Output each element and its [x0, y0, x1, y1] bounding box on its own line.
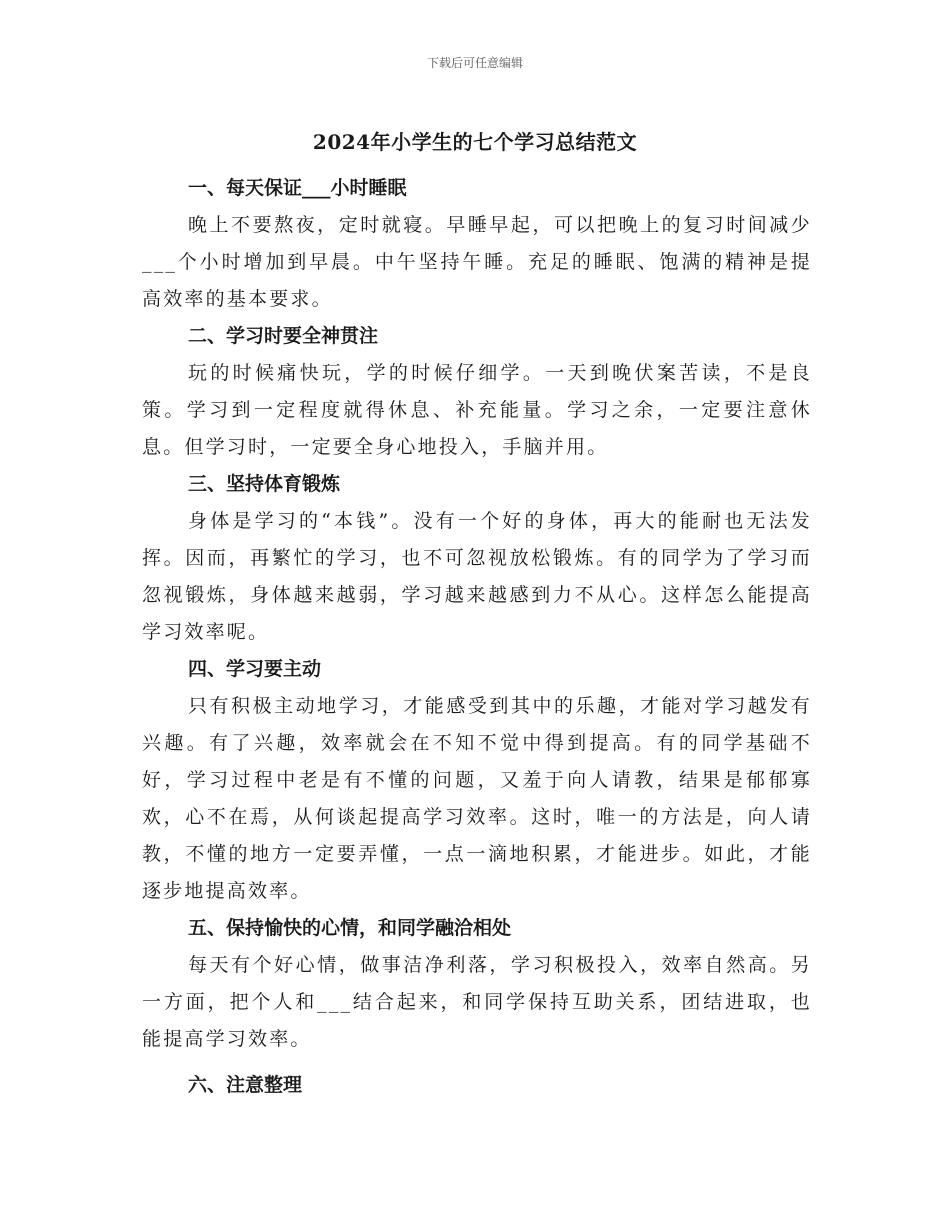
section-body-4: 只有积极主动地学习，才能感受到其中的乐趣，才能对学习越发有兴趣。有了兴趣，效率就会在不知不觉中得到提高。有的同学基础不好，学习过程中老是有不懂的问题，又羞于向人请教，结果是郁郁寡欢，心不在焉，从何谈起提高学习效率。这时，唯一的方法是，向人请教，不懂的地方一定要弄懂，一点一滴地积累，才能进步。如此，才能逐步地提高效率。: [142, 695, 812, 902]
section-body-5: 每天有个好心情，做事洁净利落，学习积极投入，效率自然高。另一方面，把个人和___结合起来，和同学保持互助关系，团结进取，也能提高学习效率。: [142, 954, 812, 1050]
section-body-2: 玩的时候痛快玩，学的时候仔细学。一天到晚伏案苦读，不是良策。学习到一定程度就得休息、补充能量。学习之余，一定要注意休息。但学习时，一定要全身心地投入，手脑并用。: [142, 362, 812, 458]
header-note: 下载后可任意编辑: [426, 56, 523, 70]
document-title: 2024年小学生的七个学习总结范文: [312, 130, 638, 154]
document-body: [142, 170, 812, 1104]
section-heading-4: 四、学习要主动: [188, 658, 322, 680]
section-heading-1: 一、每天保证___小时睡眠: [188, 177, 407, 199]
section-body-3: 身体是学习的“本钱”。没有一个好的身体，再大的能耐也无法发挥。因而，再繁忙的学习，也不可忽视放松锻炼。有的同学为了学习而忽视锻炼，身体越来越弱，学习越来越感到力不从心。这样怎么能提高学习效率呢。: [142, 510, 812, 643]
section-heading-3: 三、坚持体育锻炼: [188, 473, 341, 495]
section-body-1: 晚上不要熬夜，定时就寝。早睡早起，可以把晚上的复习时间减少___个小时增加到早晨。中午坚持午睡。充足的睡眠、饱满的精神是提高效率的基本要求。: [142, 214, 812, 310]
section-heading-5: 五、保持愉快的心情，和同学融洽相处: [188, 917, 512, 939]
section-heading-2: 二、学习时要全神贯注: [188, 325, 379, 347]
section-heading-6: 六、注意整理: [188, 1074, 303, 1096]
